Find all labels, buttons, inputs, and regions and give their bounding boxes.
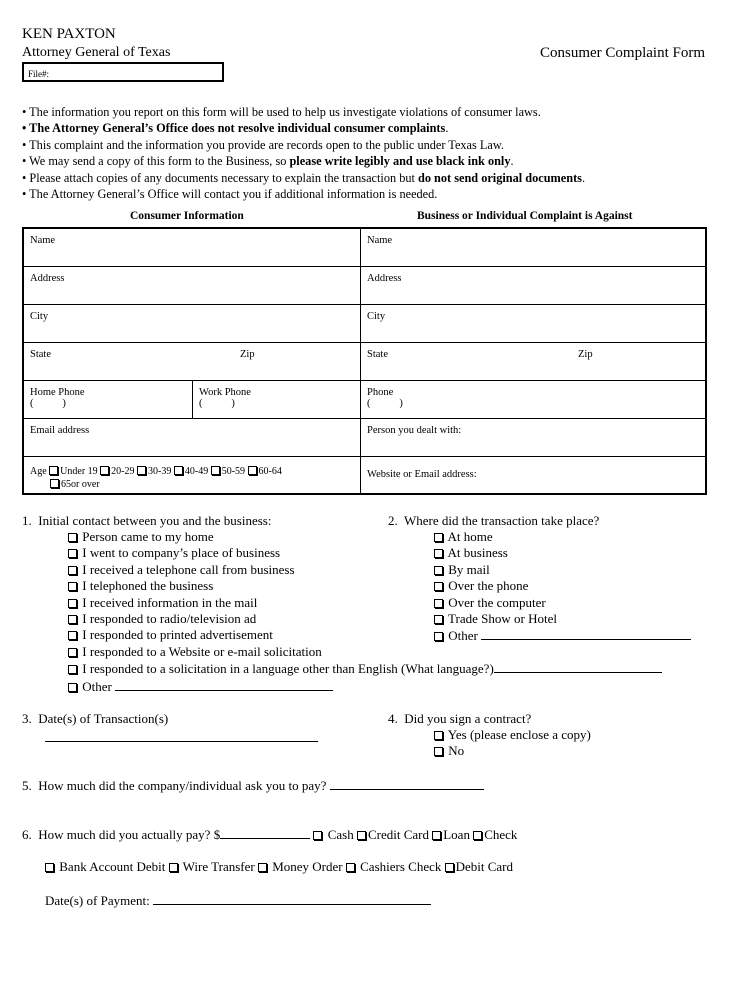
contract-no-option[interactable]: No [434, 743, 591, 759]
language-line[interactable] [494, 660, 662, 673]
question-4-options [434, 727, 591, 760]
payment-option[interactable]: Credit Card [357, 827, 429, 842]
business-info-heading: Business or Individual Complaint is Against [417, 210, 633, 222]
consumer-address-field[interactable]: Address [24, 267, 361, 305]
payment-option[interactable]: Loan [432, 827, 470, 842]
q2-other-line[interactable] [481, 627, 691, 640]
payment-option[interactable]: Check [473, 827, 517, 842]
business-state-zip-field[interactable]: State Zip [361, 343, 705, 381]
question-2: 2. Where did the transaction take place? [388, 513, 600, 528]
payment-dates: Date(s) of Payment: [45, 892, 431, 909]
q1-option-other[interactable]: Other [68, 678, 662, 695]
business-city-field[interactable]: City [361, 305, 705, 343]
age-checkbox[interactable] [50, 479, 59, 488]
q1-option[interactable]: Person came to my home [68, 529, 662, 545]
payment-dates-line[interactable] [153, 892, 431, 905]
age-checkbox[interactable] [174, 466, 183, 475]
instruction-item: • Please attach copies of any documents necessary to explain the transaction but do not send original documents. [22, 170, 586, 185]
question-3: 3. Date(s) of Transaction(s) [22, 711, 169, 726]
question-6: 6. How much did you actually pay? $ Cash Credit Card Loan Check [22, 827, 518, 842]
info-grid [22, 227, 707, 495]
instruction-item: • The Attorney General’s Office will contact you if additional information is needed. [22, 187, 438, 202]
question-1: 1. Initial contact between you and the business: [22, 513, 272, 528]
file-number-field[interactable] [22, 62, 224, 82]
instruction-item: • This complaint and the information you provide are records open to the public under Texas Law. [22, 137, 504, 152]
instructions-list [22, 104, 722, 202]
business-contact-person-field[interactable]: Person you dealt with: [361, 419, 705, 457]
payment-option[interactable]: Money Order [258, 859, 343, 874]
question-2-options [434, 529, 691, 645]
age-checkbox[interactable] [248, 466, 257, 475]
form-title: Consumer Complaint Form [540, 45, 705, 61]
consumer-info-heading: Consumer Information [130, 210, 244, 222]
q2-option[interactable]: Over the phone [434, 578, 691, 594]
q1-option[interactable]: I received a telephone call from business [68, 562, 662, 578]
payment-methods-row2 [45, 859, 513, 875]
q1-option[interactable]: I went to company’s place of business [68, 545, 662, 561]
question-4: 4. Did you sign a contract? [388, 711, 532, 726]
business-website-field[interactable]: Website or Email address: [367, 469, 477, 480]
consumer-name-field[interactable]: Name [24, 229, 361, 267]
attorney-name: KEN PAXTON [22, 26, 116, 42]
instruction-item: • The information you report on this form will be used to help us investigate violations of consumer laws. [22, 105, 541, 119]
q1-other-line[interactable] [115, 678, 333, 691]
q1-option[interactable]: I telephoned the business [68, 578, 662, 594]
contract-yes-option[interactable]: Yes (please enclose a copy) [434, 727, 591, 743]
consumer-age-field: Age Under 19 20-29 30-39 40-49 50-59 60-64 65or over [24, 457, 361, 493]
asked-amount-line[interactable] [330, 777, 484, 790]
age-checkbox[interactable] [211, 466, 220, 475]
payment-option[interactable]: Cash [313, 827, 353, 842]
business-name-field[interactable]: Name [361, 229, 705, 267]
question-5: 5. How much did the company/individual ask you to pay? [22, 777, 484, 794]
q1-option-language[interactable]: I responded to a solicitation in a language other than English (What language?) [68, 660, 662, 677]
q2-option-other[interactable]: Other [434, 627, 691, 644]
q2-option[interactable]: Over the computer [434, 595, 691, 611]
consumer-city-field[interactable]: City [24, 305, 361, 343]
q1-option[interactable]: I responded to radio/television ad [68, 611, 662, 627]
q2-option[interactable]: At business [434, 545, 691, 561]
q1-option[interactable]: I responded to printed advertisement [68, 627, 662, 643]
business-address-field[interactable]: Address [361, 267, 705, 305]
payment-option[interactable]: Bank Account Debit [45, 859, 165, 874]
instruction-item: • We may send a copy of this form to the Business, so please write legibly and use black ink only. [22, 154, 514, 169]
paid-amount-line[interactable] [220, 826, 310, 839]
consumer-zip-label: Zip [240, 349, 255, 360]
transaction-date-line[interactable] [45, 729, 318, 742]
q2-option[interactable]: Trade Show or Hotel [434, 611, 691, 627]
instruction-item: • The Attorney General’s Office does not resolve individual consumer complaints. [22, 121, 449, 136]
file-number-label: File#: [28, 69, 50, 79]
age-checkbox[interactable] [100, 466, 109, 475]
business-phone-field[interactable]: Phone ( ) [361, 381, 705, 419]
business-zip-label: Zip [578, 349, 593, 360]
payment-option[interactable]: Wire Transfer [169, 859, 255, 874]
age-checkbox[interactable] [137, 466, 146, 475]
payment-option[interactable]: Cashiers Check [346, 859, 441, 874]
q2-option[interactable]: By mail [434, 562, 691, 578]
q1-option[interactable]: I responded to a Website or e-mail solicitation [68, 644, 662, 660]
consumer-email-field[interactable]: Email address [24, 419, 361, 457]
consumer-home-phone-field[interactable]: Home Phone ( ) [24, 381, 193, 419]
consumer-state-zip-field[interactable]: State Zip [24, 343, 361, 381]
q2-option[interactable]: At home [434, 529, 691, 545]
age-checkbox[interactable] [49, 466, 58, 475]
q1-option[interactable]: I received information in the mail [68, 595, 662, 611]
consumer-work-phone-field[interactable]: Work Phone ( ) [193, 381, 361, 419]
payment-option[interactable]: Debit Card [445, 859, 513, 874]
office-name: Attorney General of Texas [22, 45, 171, 60]
